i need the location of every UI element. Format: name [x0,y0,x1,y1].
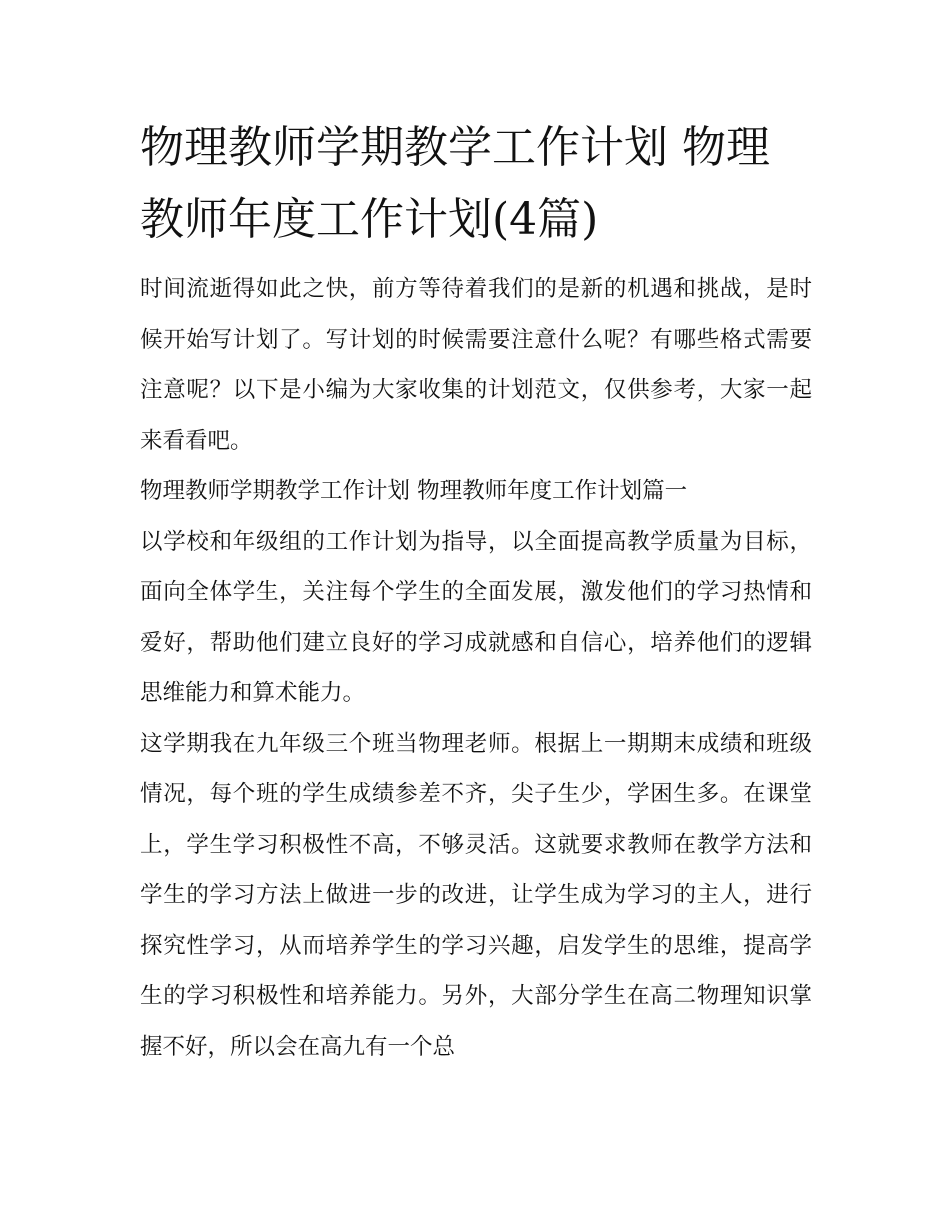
document-page [140,112,812,1072]
body-paragraph-1: 以学校和年级组的工作计划为指导，以全面提高教学质量为目标，面向全体学生，关注每个学生的全面发展，激发他们的学习热情和爱好，帮助他们建立良好的学习成就感和自信心，培养他们的逻辑思维能力和算术能力。 [140,528,812,706]
section-heading: 物理教师学期教学工作计划 物理教师年度工作计划篇一 [140,478,688,504]
body-paragraph-2: 这学期我在九年级三个班当物理老师。根据上一期期末成绩和班级情况，每个班的学生成绩参差不齐，尖子生少，学困生多。在课堂上，学生学习积极性不高，不够灵活。这就要求教师在教学方法和学生的学习方法上做进一步的改进，让学生成为学习的主人，进行探究性学习，从而培养学生的学习兴趣，启发学生的思维，提高学生的学习积极性和培养能力。另外，大部分学生在高二物理知识掌握不好，所以会在高九有一个总 [140,730,812,1060]
document-title: 物理教师学期教学工作计划 物理教师年度工作计划(4篇) [140,122,770,245]
intro-paragraph: 时间流逝得如此之快，前方等待着我们的是新的机遇和挑战，是时候开始写计划了。写计划的时候需要注意什么呢？有哪些格式需要注意呢？以下是小编为大家收集的计划范文，仅供参考，大家一起来看看吧。 [140,276,812,454]
